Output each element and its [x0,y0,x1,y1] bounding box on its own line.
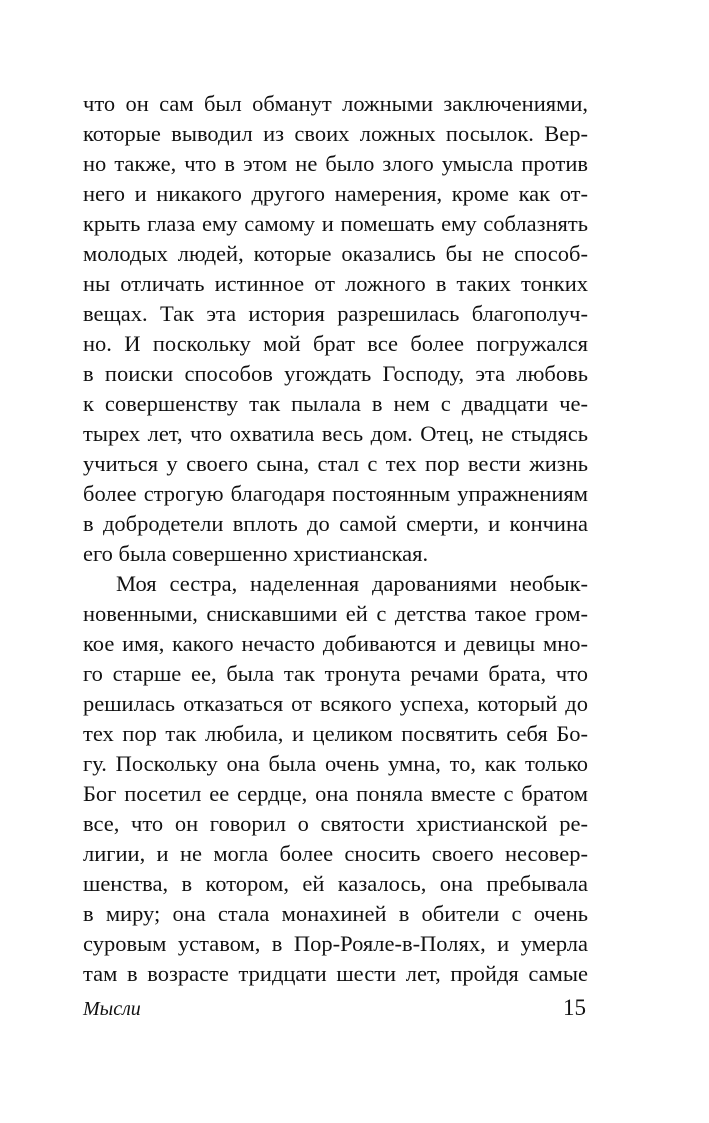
text-line: что он сам был обманут ложными заключениями, [83,91,588,116]
text-line: молодых людей, которые оказались бы не способ- [83,241,588,266]
text-line: но также, что в этом не было злого умысла против [83,151,588,176]
text-line: ны отличать истинное от ложного в таких тонких [83,271,588,296]
text-line: тырех лет, что охватила весь дом. Отец, не стыдясь [83,421,588,446]
text-line: в миру; она стала монахиней в обители с очень [83,901,588,926]
text-line: решилась отказаться от всякого успеха, который до [83,691,588,716]
text-line: в поиски способов угождать Господу, эта любовь [83,361,588,386]
text-line: которые выводил из своих ложных посылок. Вер- [83,121,588,146]
text-line: более строгую благодаря постоянным упражнениям [83,481,588,506]
text-line: Бог посетил ее сердце, она поняла вместе с братом [83,781,588,806]
text-line: но. И поскольку мой брат все более погружался [83,331,588,356]
text-line: го старше ее, была так тронута речами брата, что [83,661,588,686]
text-line: учиться у своего сына, стал с тех пор вести жизнь [83,451,588,476]
text-line: гу. Поскольку она была очень умна, то, как только [83,751,588,776]
text-line: шенства, в котором, ей казалось, она пребывала [83,871,588,896]
page-footer [83,995,588,1027]
text-line: кое имя, какого нечасто добиваются и девицы мно- [83,631,588,656]
text-line: вещах. Так эта история разрешилась благополуч- [83,301,588,326]
page-number: 15 [563,995,586,1020]
text-line: него и никакого другого намерения, кроме как от- [83,181,588,206]
text-line: там в возрасте тридцати шести лет, пройдя самые [83,961,588,986]
paragraph-start-line: Моя сестра, наделенная дарованиями необык- [116,571,588,596]
body-text [83,89,588,989]
text-line: в добродетели вплоть до самой смерти, и кончина [83,511,588,536]
text-line: новенными, снискавшими ей с детства такое гром- [83,601,588,626]
text-line: крыть глаза ему самому и помешать ему соблазнять [83,211,588,236]
text-line: лигии, и не могла более сносить своего несовер- [83,841,588,866]
text-line: тех пор так любила, и целиком посвятить себя Бо- [83,721,588,746]
text-line: суровым уставом, в Пор-Рояле-в-Полях, и умерла [83,931,588,956]
paragraph-end-line: его была совершенно христианская. [83,541,429,566]
running-title: Мысли [83,998,141,1020]
text-line: к совершенству так пылала в нем с двадцати че- [83,391,588,416]
text-line: все, что он говорил о святости христианской ре- [83,811,588,836]
